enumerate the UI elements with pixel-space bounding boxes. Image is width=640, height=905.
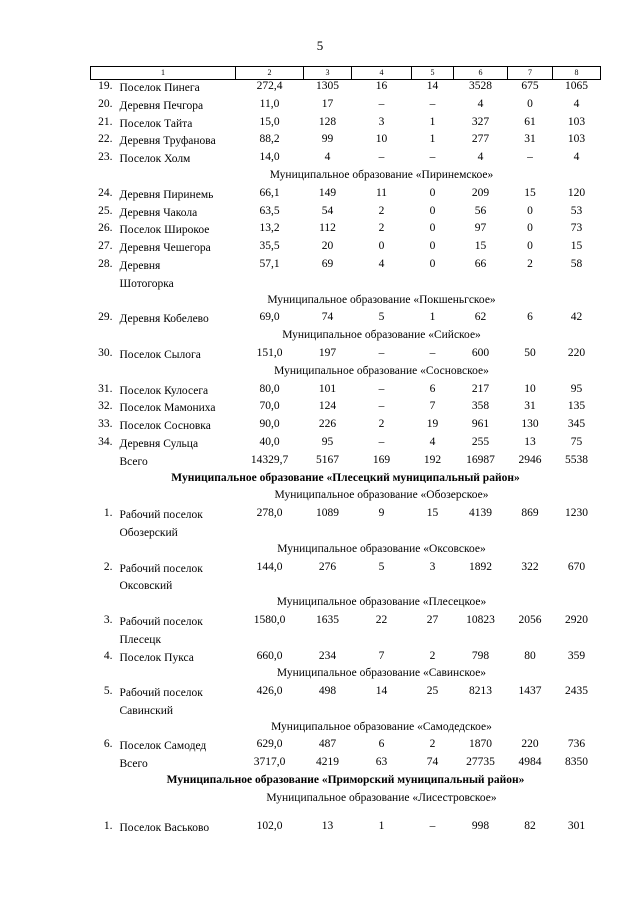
value-cell: 327: [471, 115, 490, 128]
value-cell: 1: [429, 115, 436, 128]
value-cell: 75: [570, 435, 583, 448]
value-cell: 0: [429, 240, 436, 253]
value-cell: 3: [429, 560, 436, 573]
value-cell: 124: [318, 400, 337, 413]
value-cell: 66,1: [259, 186, 280, 199]
settlement-name: Деревня Труфанова: [119, 135, 216, 148]
value-cell: 27: [426, 613, 439, 626]
settlement-name-line-1: Рабочий поселок: [119, 615, 203, 628]
value-cell: 600: [471, 346, 490, 359]
table-row: [91, 240, 601, 258]
settlement-name: Деревня Чакола: [119, 206, 198, 219]
value-cell: 73: [570, 222, 583, 235]
value-cell: 74: [321, 311, 334, 324]
value-cell: 80,0: [259, 382, 280, 395]
value-cell: 272,4: [256, 80, 283, 92]
settlement-name: Всего: [119, 758, 148, 771]
value-cell: 144,0: [256, 560, 283, 573]
settlement-name: Поселок Пинега: [119, 82, 200, 94]
value-cell: 6: [429, 382, 436, 395]
value-cell: 961: [471, 418, 490, 431]
value-cell: 7: [378, 649, 385, 662]
row-number: 20.: [98, 97, 113, 110]
value-cell: 4: [477, 97, 484, 110]
value-cell: 670: [567, 560, 586, 573]
table-row: [91, 80, 601, 98]
value-cell: 8350: [565, 756, 588, 769]
settlement-name-line-2: Плесецк: [119, 633, 162, 646]
value-cell: 2946: [518, 453, 542, 466]
value-cell: 869: [521, 507, 539, 520]
settlement-name: Поселок Сылога: [119, 348, 201, 361]
value-cell: 2056: [518, 613, 542, 626]
value-cell: 61: [524, 115, 536, 128]
value-cell: –: [429, 151, 436, 164]
value-cell: 25: [426, 685, 439, 698]
value-cell: 14: [375, 685, 388, 698]
value-cell: 16: [375, 80, 388, 92]
settlement-name: Деревня Сульца: [119, 437, 199, 450]
table-row: [91, 400, 601, 418]
value-cell: 0: [527, 240, 533, 253]
value-cell: 0: [429, 204, 436, 217]
settlement-name: Деревня Печгора: [119, 99, 204, 112]
value-cell: 15: [524, 186, 536, 199]
value-cell: 675: [521, 80, 539, 92]
value-cell: 2: [429, 649, 436, 662]
value-cell: 0: [429, 186, 436, 199]
column-number-header: 1: [91, 67, 236, 80]
row-number: 27.: [98, 240, 113, 253]
value-cell: 226: [318, 418, 337, 431]
table-row: [91, 650, 601, 668]
value-cell: 276: [318, 560, 337, 573]
value-cell: 19: [426, 418, 439, 431]
municipality-heading: Муниципальное образование «Савинское»: [276, 667, 487, 680]
municipality-heading: Муниципальное образование «Лисестровское»: [266, 791, 497, 804]
value-cell: 31: [524, 400, 536, 413]
value-cell: 10: [524, 382, 536, 395]
value-cell: 97: [474, 222, 487, 235]
municipality-heading: Муниципальное образование «Оксовское»: [277, 542, 486, 555]
value-cell: 16987: [466, 453, 495, 466]
value-cell: 11: [375, 186, 388, 199]
table-header-row: [91, 67, 601, 80]
value-cell: 15,0: [259, 115, 280, 128]
value-cell: 95: [570, 382, 583, 395]
spacer-row: [91, 810, 601, 820]
municipality-heading-row: [91, 489, 601, 507]
value-cell: 2435: [565, 685, 588, 698]
settlement-name-line-2: Шотогорка: [119, 277, 174, 290]
row-number: 34.: [98, 435, 113, 448]
row-number: 5.: [103, 685, 113, 698]
region-heading: Муниципальное образование «Приморский муниципальный район»: [166, 774, 525, 787]
table-row: [91, 738, 601, 756]
value-cell: 4984: [518, 756, 542, 769]
value-cell: 278,0: [256, 507, 283, 520]
table-row: [91, 205, 601, 223]
table-row: [91, 561, 601, 597]
value-cell: 149: [318, 186, 337, 199]
table-row: [91, 347, 601, 365]
region-heading-row: [91, 774, 601, 792]
value-cell: 53: [570, 204, 583, 217]
value-cell: 13: [524, 435, 536, 448]
value-cell: 10: [375, 133, 388, 146]
value-cell: 15: [570, 240, 583, 253]
total-row: [91, 756, 601, 774]
row-number: 26.: [98, 222, 113, 235]
value-cell: 40,0: [259, 435, 280, 448]
value-cell: 151,0: [256, 346, 283, 359]
settlement-name: [118, 685, 236, 721]
value-cell: 63: [375, 756, 388, 769]
settlement-name: Поселок Пукса: [119, 651, 194, 664]
value-cell: 58: [570, 257, 583, 270]
value-cell: 0: [429, 222, 436, 235]
value-cell: 2: [429, 738, 436, 751]
municipality-heading: Муниципальное образование «Сийское»: [282, 329, 481, 342]
settlement-name-line-1: Рабочий поселок: [119, 687, 203, 700]
value-cell: –: [378, 346, 385, 359]
value-cell: 128: [318, 115, 337, 128]
value-cell: –: [429, 346, 436, 359]
table-row: [91, 820, 601, 838]
value-cell: –: [527, 151, 533, 164]
value-cell: 10823: [466, 613, 495, 626]
value-cell: 62: [474, 311, 487, 324]
row-number: 30.: [98, 346, 113, 359]
value-cell: 1892: [469, 560, 492, 573]
settlement-name-line-1: Деревня: [119, 259, 161, 272]
value-cell: 197: [318, 346, 337, 359]
value-cell: 255: [471, 435, 490, 448]
total-row: [91, 454, 601, 472]
row-number: 6.: [103, 738, 113, 751]
value-cell: 42: [570, 311, 583, 324]
value-cell: –: [378, 435, 385, 448]
row-number: 1.: [103, 507, 113, 520]
municipality-heading: Муниципальное образование «Обозерское»: [274, 489, 489, 502]
value-cell: 1580,0: [253, 613, 286, 626]
settlement-name-line-2: Обозерский: [119, 526, 178, 539]
value-cell: 99: [321, 133, 334, 146]
region-heading-row: [91, 472, 601, 490]
value-cell: 50: [524, 346, 536, 359]
value-cell: 88,2: [259, 133, 280, 146]
value-cell: 4: [573, 151, 580, 164]
value-cell: 1: [429, 133, 436, 146]
value-cell: 15: [426, 507, 439, 520]
value-cell: 3: [378, 115, 385, 128]
municipality-heading-row: [91, 596, 601, 614]
value-cell: 112: [319, 222, 336, 235]
value-cell: 1870: [469, 738, 492, 751]
column-number-header: 5: [412, 67, 454, 80]
value-cell: 70,0: [259, 400, 280, 413]
value-cell: 4139: [469, 507, 492, 520]
settlements-table: [90, 66, 601, 837]
settlement-name: Поселок Мамониха: [119, 402, 216, 415]
value-cell: 209: [471, 186, 490, 199]
row-number: 1.: [103, 819, 113, 832]
table-row: [91, 222, 601, 240]
value-cell: 1230: [565, 507, 588, 520]
value-cell: 359: [567, 649, 586, 662]
settlement-name: Деревня Кобелево: [119, 313, 209, 326]
municipality-heading: Муниципальное образование «Пиринемское»: [269, 168, 494, 181]
municipality-heading: Муниципальное образование «Плесецкое»: [276, 596, 487, 609]
municipality-heading: Муниципальное образование «Покшеньгское»: [267, 293, 496, 306]
table-row: [91, 383, 601, 401]
value-cell: 2: [378, 204, 385, 217]
value-cell: 4: [378, 257, 385, 270]
value-cell: 101: [318, 382, 337, 395]
row-number: 3.: [103, 613, 113, 626]
settlement-name: [118, 507, 236, 543]
row-number: [91, 454, 118, 472]
value-cell: 1065: [565, 80, 588, 92]
value-cell: 0: [378, 240, 385, 253]
value-cell: 4: [324, 151, 331, 164]
region-heading: Муниципальное образование «Плесецкий муниципальный район»: [171, 471, 520, 484]
value-cell: 103: [567, 115, 586, 128]
value-cell: 1089: [316, 507, 339, 520]
row-number: 29.: [98, 311, 113, 324]
value-cell: –: [378, 97, 385, 110]
value-cell: 102,0: [256, 819, 283, 832]
value-cell: 14329,7: [250, 453, 289, 466]
value-cell: 1437: [518, 685, 542, 698]
municipality-heading-row: [91, 329, 601, 347]
value-cell: 135: [567, 400, 586, 413]
table-row: [91, 685, 601, 721]
value-cell: 6: [378, 738, 385, 751]
table-row: [91, 187, 601, 205]
municipality-heading-row: [91, 294, 601, 312]
table-row: [91, 418, 601, 436]
column-number-header: 3: [304, 67, 352, 80]
value-cell: 22: [375, 613, 388, 626]
value-cell: 358: [471, 400, 490, 413]
value-cell: 169: [372, 453, 391, 466]
table-row: [91, 614, 601, 650]
value-cell: 103: [567, 133, 586, 146]
value-cell: 629,0: [256, 738, 283, 751]
value-cell: 69: [321, 257, 334, 270]
value-cell: 220: [567, 346, 586, 359]
value-cell: 27735: [466, 756, 495, 769]
value-cell: 130: [521, 418, 539, 431]
settlement-name-line-2: Савинский: [119, 704, 174, 717]
value-cell: 9: [378, 507, 385, 520]
value-cell: 5: [378, 560, 385, 573]
value-cell: 277: [471, 133, 490, 146]
value-cell: 192: [423, 453, 442, 466]
value-cell: –: [378, 382, 385, 395]
column-number-header: 6: [454, 67, 508, 80]
value-cell: 220: [521, 738, 539, 751]
value-cell: 120: [567, 186, 586, 199]
value-cell: 3528: [469, 80, 492, 92]
value-cell: 3717,0: [253, 756, 286, 769]
value-cell: 487: [318, 738, 337, 751]
value-cell: 4: [573, 97, 580, 110]
value-cell: 8213: [469, 685, 492, 698]
row-number: 21.: [98, 115, 113, 128]
value-cell: 90,0: [259, 418, 280, 431]
row-number: 31.: [98, 382, 113, 395]
value-cell: 217: [471, 382, 490, 395]
municipality-heading-row: [91, 543, 601, 561]
value-cell: 2: [378, 222, 385, 235]
value-cell: 66: [474, 257, 487, 270]
value-cell: 0: [429, 257, 436, 270]
settlement-name: Всего: [119, 455, 148, 468]
table-row: [91, 507, 601, 543]
settlement-name-line-1: Рабочий поселок: [119, 562, 203, 575]
value-cell: 2920: [565, 613, 588, 626]
row-number: 19.: [98, 80, 113, 92]
column-number-header: 7: [508, 67, 553, 80]
row-number: 2.: [103, 560, 113, 573]
settlement-name: Деревня Чешегора: [119, 242, 211, 255]
value-cell: 498: [318, 685, 337, 698]
value-cell: 13,2: [259, 222, 280, 235]
row-number: 25.: [98, 204, 113, 217]
table-row: [91, 311, 601, 329]
settlement-name: [118, 561, 236, 597]
settlement-name: Деревня Пиринемь: [119, 188, 214, 201]
value-cell: 82: [524, 819, 536, 832]
row-number: [91, 756, 118, 774]
value-cell: 13: [321, 819, 334, 832]
settlement-name-line-2: Оксовский: [119, 580, 173, 593]
row-number: 24.: [98, 186, 113, 199]
value-cell: 20: [321, 240, 334, 253]
value-cell: 345: [567, 418, 586, 431]
value-cell: 14: [426, 80, 439, 92]
column-number-header: 4: [352, 67, 412, 80]
value-cell: 426,0: [256, 685, 283, 698]
value-cell: 1305: [316, 80, 339, 92]
value-cell: –: [429, 97, 436, 110]
municipality-heading-row: [91, 721, 601, 739]
column-number-header: 8: [553, 67, 601, 80]
settlement-name: Поселок Сосновка: [119, 420, 211, 433]
value-cell: 5538: [565, 453, 588, 466]
value-cell: 80: [524, 649, 536, 662]
value-cell: 7: [429, 400, 436, 413]
value-cell: 11,0: [259, 97, 280, 110]
table-row: [91, 258, 601, 294]
value-cell: –: [378, 400, 385, 413]
value-cell: 1: [429, 311, 436, 324]
value-cell: 322: [521, 560, 539, 573]
value-cell: 31: [524, 133, 536, 146]
municipality-heading: Муниципальное образование «Самодедское»: [271, 720, 492, 733]
municipality-heading-row: [91, 169, 601, 187]
row-number: 28.: [98, 257, 113, 270]
value-cell: 63,5: [259, 204, 280, 217]
value-cell: 5167: [316, 453, 339, 466]
table-row: [91, 98, 601, 116]
settlement-name: Поселок Широкое: [119, 224, 210, 237]
value-cell: 798: [471, 649, 490, 662]
value-cell: 17: [321, 97, 334, 110]
value-cell: 14,0: [259, 151, 280, 164]
settlement-name: Поселок Васьково: [119, 821, 210, 834]
value-cell: 4219: [316, 756, 339, 769]
row-number: 22.: [98, 133, 113, 146]
table-row: [91, 151, 601, 169]
value-cell: 56: [474, 204, 487, 217]
value-cell: 1: [378, 819, 385, 832]
table-row: [91, 133, 601, 151]
column-number-header: 2: [236, 67, 304, 80]
settlement-name: Поселок Кулосега: [119, 384, 209, 397]
row-number: 32.: [98, 400, 113, 413]
municipality-heading-row: [91, 792, 601, 810]
value-cell: 95: [321, 435, 334, 448]
value-cell: 0: [527, 222, 533, 235]
value-cell: 0: [527, 204, 533, 217]
municipality-heading-row: [91, 365, 601, 383]
value-cell: 2: [378, 418, 385, 431]
municipality-heading-row: [91, 667, 601, 685]
settlement-name-line-1: Рабочий поселок: [119, 509, 203, 522]
value-cell: 57,1: [259, 257, 280, 270]
value-cell: 998: [471, 819, 490, 832]
value-cell: 74: [426, 756, 439, 769]
value-cell: 6: [527, 311, 533, 324]
table-row: [91, 116, 601, 134]
value-cell: 5: [378, 311, 385, 324]
municipality-heading: Муниципальное образование «Сосновское»: [274, 364, 489, 377]
row-number: 23.: [98, 151, 113, 164]
value-cell: 15: [474, 240, 487, 253]
value-cell: 301: [567, 819, 586, 832]
value-cell: 0: [527, 97, 533, 110]
row-number: 33.: [98, 418, 113, 431]
value-cell: 54: [321, 204, 334, 217]
settlement-name: Поселок Тайта: [119, 117, 193, 130]
settlement-name: [118, 614, 236, 650]
value-cell: 4: [477, 151, 484, 164]
value-cell: –: [429, 819, 436, 832]
value-cell: 35,5: [259, 240, 280, 253]
value-cell: 69,0: [259, 311, 280, 324]
row-number: 4.: [103, 649, 113, 662]
settlement-name: Поселок Холм: [119, 153, 191, 166]
settlement-name: Поселок Самодед: [119, 740, 207, 753]
value-cell: 2: [527, 257, 533, 270]
value-cell: 736: [567, 738, 586, 751]
value-cell: 1635: [316, 613, 339, 626]
table-row: [91, 436, 601, 454]
settlement-name: [118, 258, 236, 294]
value-cell: –: [378, 151, 385, 164]
value-cell: 4: [429, 435, 436, 448]
page-number: 5: [316, 38, 324, 53]
value-cell: 660,0: [256, 649, 283, 662]
value-cell: 234: [318, 649, 337, 662]
